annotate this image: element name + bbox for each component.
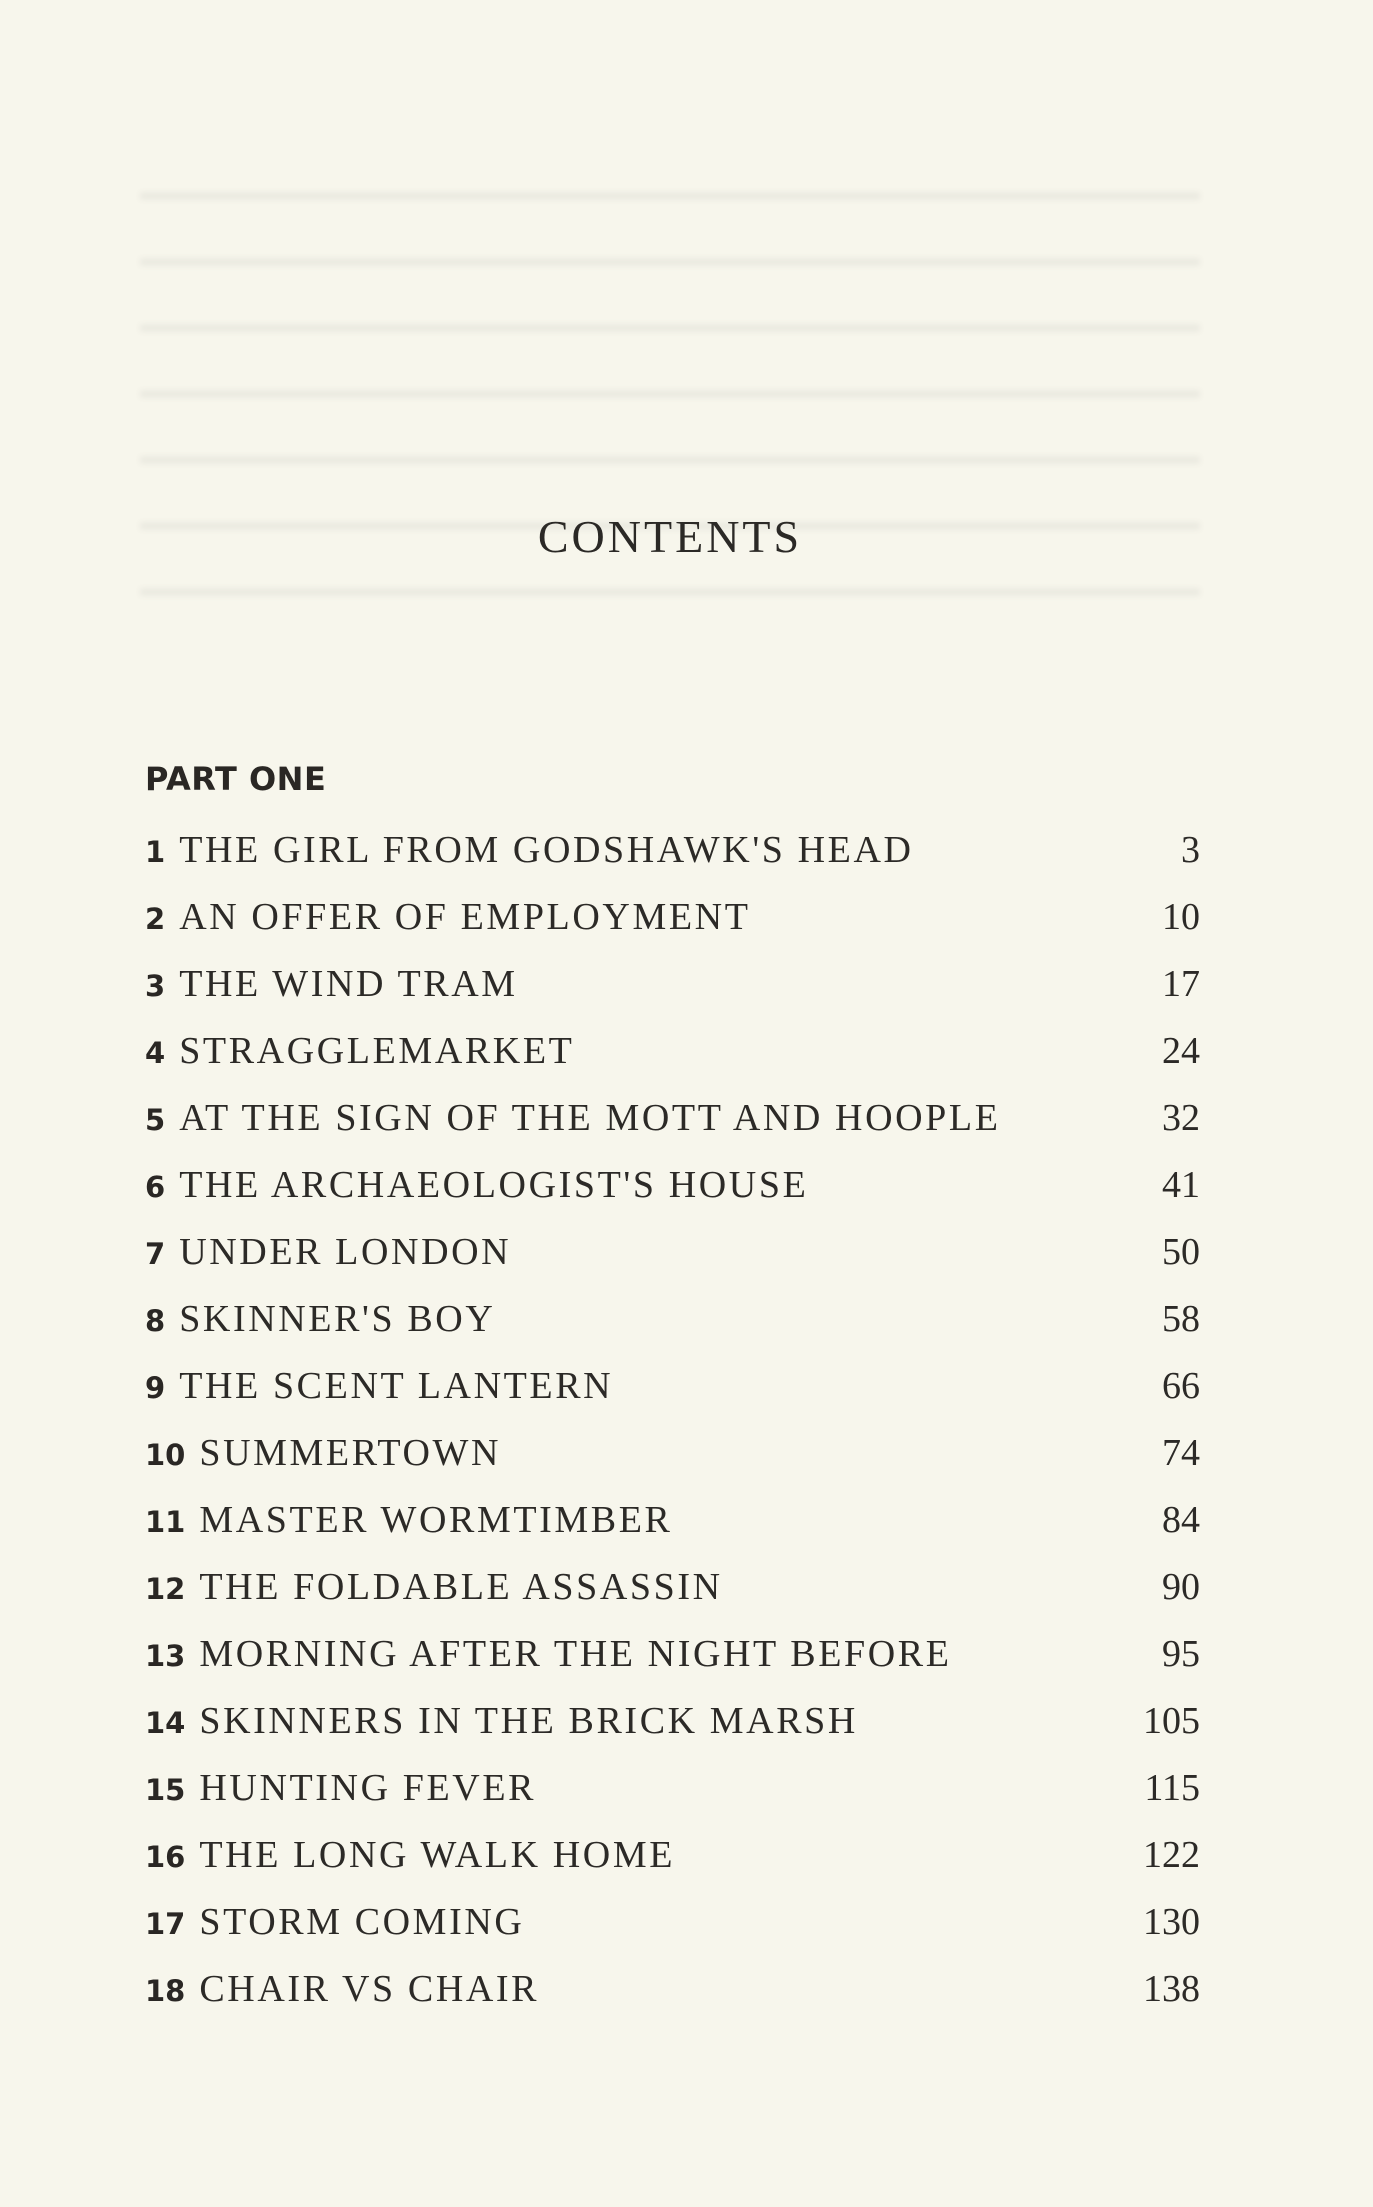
chapter-number: 15 bbox=[145, 1773, 186, 1807]
toc-entry bbox=[145, 954, 1200, 1021]
chapter-number: 3 bbox=[145, 969, 166, 1003]
chapter-number: 11 bbox=[145, 1505, 186, 1539]
chapter-title: THE ARCHAEOLOGIST'S HOUSE bbox=[179, 1164, 809, 1206]
toc-entry bbox=[145, 1155, 1200, 1222]
chapter-number: 12 bbox=[145, 1572, 186, 1606]
page-number: 95 bbox=[1162, 1633, 1200, 1675]
chapter-number: 9 bbox=[145, 1371, 166, 1405]
chapter-number: 17 bbox=[145, 1907, 186, 1941]
page-number: 50 bbox=[1162, 1231, 1200, 1273]
page-number: 58 bbox=[1162, 1298, 1200, 1340]
page-number: 84 bbox=[1162, 1499, 1200, 1541]
chapter-number: 4 bbox=[145, 1036, 166, 1070]
page-number: 130 bbox=[1143, 1901, 1200, 1943]
chapter-title: UNDER LONDON bbox=[179, 1231, 512, 1273]
chapter-title: HUNTING FEVER bbox=[199, 1767, 537, 1809]
chapter-number: 5 bbox=[145, 1103, 166, 1137]
toc-entry bbox=[145, 1423, 1200, 1490]
chapter-title: THE LONG WALK HOME bbox=[199, 1834, 676, 1876]
chapter-number: 6 bbox=[145, 1170, 166, 1204]
toc-entry bbox=[145, 1624, 1200, 1691]
chapter-number: 1 bbox=[145, 835, 166, 869]
toc-entry bbox=[145, 1825, 1200, 1892]
toc-entry bbox=[145, 1289, 1200, 1356]
page-number: 17 bbox=[1162, 963, 1200, 1005]
page-title: CONTENTS bbox=[537, 511, 803, 562]
chapter-title: AT THE SIGN OF THE MOTT AND HOOPLE bbox=[179, 1097, 1001, 1139]
toc-entry bbox=[145, 1758, 1200, 1825]
chapter-number: 14 bbox=[145, 1706, 186, 1740]
page-number: 24 bbox=[1162, 1030, 1200, 1072]
chapter-number: 7 bbox=[145, 1237, 166, 1271]
toc-entry bbox=[145, 1222, 1200, 1289]
part-heading: PART ONE bbox=[145, 760, 327, 798]
toc-entry bbox=[145, 1691, 1200, 1758]
page-number: 10 bbox=[1162, 896, 1200, 938]
toc-entry bbox=[145, 1356, 1200, 1423]
chapter-title: SKINNER'S BOY bbox=[179, 1298, 496, 1340]
chapter-number: 16 bbox=[145, 1840, 186, 1874]
chapter-title: STRAGGLEMARKET bbox=[179, 1030, 575, 1072]
page-number: 3 bbox=[1181, 829, 1200, 871]
table-of-contents bbox=[145, 820, 1200, 2026]
toc-entry bbox=[145, 820, 1200, 887]
chapter-title: AN OFFER OF EMPLOYMENT bbox=[179, 896, 751, 938]
chapter-title: THE FOLDABLE ASSASSIN bbox=[199, 1566, 723, 1608]
page-number: 138 bbox=[1143, 1968, 1200, 2010]
chapter-title: MORNING AFTER THE NIGHT BEFORE bbox=[199, 1633, 952, 1675]
toc-entry bbox=[145, 1088, 1200, 1155]
toc-entry bbox=[145, 1490, 1200, 1557]
page-number: 66 bbox=[1162, 1365, 1200, 1407]
chapter-title: MASTER WORMTIMBER bbox=[199, 1499, 673, 1541]
page-number: 32 bbox=[1162, 1097, 1200, 1139]
chapter-title: CHAIR VS CHAIR bbox=[199, 1968, 540, 2010]
toc-entry bbox=[145, 1021, 1200, 1088]
chapter-title: SKINNERS IN THE BRICK MARSH bbox=[199, 1700, 858, 1742]
page-number: 41 bbox=[1162, 1164, 1200, 1206]
chapter-title: THE SCENT LANTERN bbox=[179, 1365, 614, 1407]
chapter-title: SUMMERTOWN bbox=[199, 1432, 502, 1474]
toc-entry bbox=[145, 1959, 1200, 2026]
chapter-number: 13 bbox=[145, 1639, 186, 1673]
chapter-number: 8 bbox=[145, 1304, 166, 1338]
chapter-number: 10 bbox=[145, 1438, 186, 1472]
toc-entry bbox=[145, 1557, 1200, 1624]
page-number: 74 bbox=[1162, 1432, 1200, 1474]
chapter-number: 18 bbox=[145, 1974, 186, 2008]
chapter-title: STORM COMING bbox=[199, 1901, 525, 1943]
chapter-title: THE GIRL FROM GODSHAWK'S HEAD bbox=[179, 829, 914, 871]
toc-entry bbox=[145, 887, 1200, 954]
page-number: 115 bbox=[1144, 1767, 1200, 1809]
toc-entry bbox=[145, 1892, 1200, 1959]
page-number: 122 bbox=[1143, 1834, 1200, 1876]
page-number: 90 bbox=[1162, 1566, 1200, 1608]
chapter-number: 2 bbox=[145, 902, 166, 936]
page-number: 105 bbox=[1143, 1700, 1200, 1742]
chapter-title: THE WIND TRAM bbox=[179, 963, 518, 1005]
